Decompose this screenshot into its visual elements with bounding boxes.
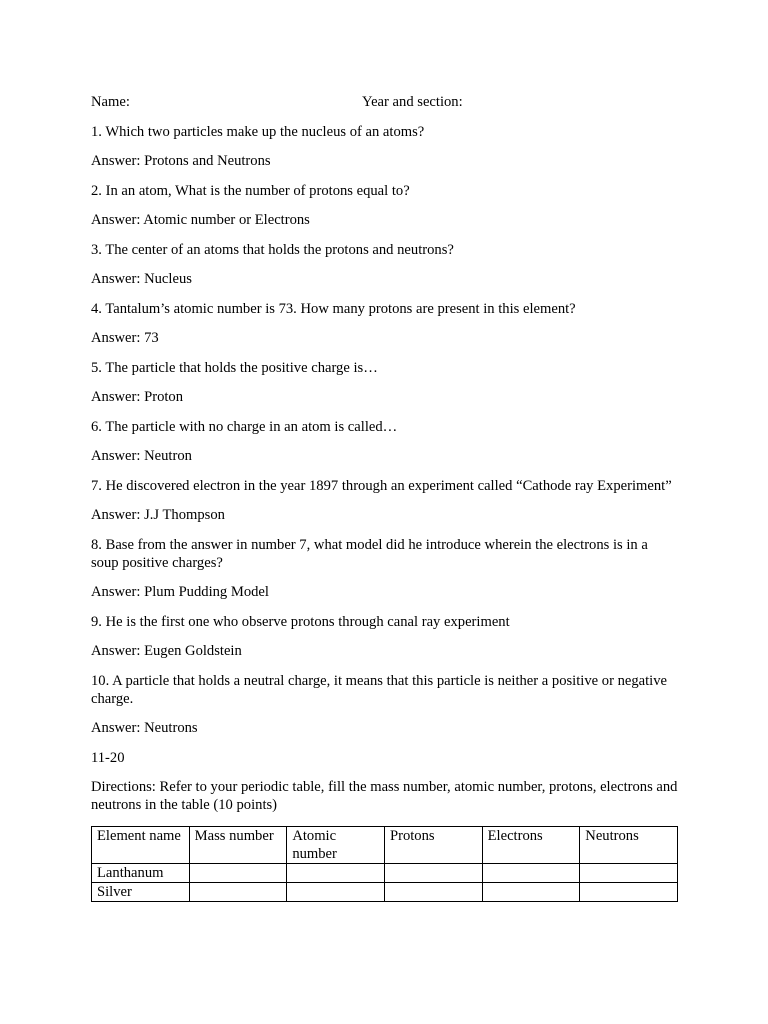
table-cell: [580, 882, 678, 901]
table-cell: Silver: [92, 882, 190, 901]
table-cell: [287, 882, 385, 901]
section-range: 11-20: [91, 749, 125, 766]
table-header-row: [92, 826, 678, 863]
answer-8: Answer: Plum Pudding Model: [91, 584, 269, 600]
question-7: 7. He discovered electron in the year 1897 through an experiment called “Cathode ray Experiment”: [91, 477, 672, 494]
answer-3: Answer: Nucleus: [91, 271, 192, 287]
worksheet-page: [91, 93, 678, 902]
question-9: 9. He is the first one who observe protons through canal ray experiment: [91, 613, 510, 630]
answer-2: Answer: Atomic number or Electrons: [91, 212, 310, 228]
table-cell: [482, 882, 580, 901]
question-1: 1. Which two particles make up the nucleus of an atoms?: [91, 123, 425, 140]
table-header-cell: Atomic number: [287, 826, 385, 863]
table-cell: [189, 882, 287, 901]
question-5: 5. The particle that holds the positive charge is…: [91, 359, 378, 376]
table-row: [92, 882, 678, 901]
table-cell: [482, 863, 580, 882]
question-10: 10. A particle that holds a neutral charge, it means that this particle is neither a positive or negative charge.: [91, 672, 668, 707]
table-cell: [384, 882, 482, 901]
question-2: 2. In an atom, What is the number of protons equal to?: [91, 182, 410, 199]
table-row: [92, 863, 678, 882]
table-header-cell: Element name: [92, 826, 190, 863]
header-row: [91, 93, 678, 111]
section-directions: Directions: Refer to your periodic table, fill the mass number, atomic number, protons, electrons and neutrons in the table (10 points): [91, 779, 678, 813]
table-cell: [580, 863, 678, 882]
name-label: Name:: [91, 94, 130, 110]
answer-9: Answer: Eugen Goldstein: [91, 643, 242, 659]
answer-4: Answer: 73: [91, 330, 159, 346]
table-header-cell: Mass number: [189, 826, 287, 863]
question-6: 6. The particle with no charge in an atom is called…: [91, 418, 398, 435]
question-4: 4. Tantalum’s atomic number is 73. How many protons are present in this element?: [91, 300, 576, 317]
answer-5: Answer: Proton: [91, 389, 184, 405]
answer-6: Answer: Neutron: [91, 448, 192, 464]
table-cell: [189, 863, 287, 882]
answer-7: Answer: J.J Thompson: [91, 507, 225, 523]
table-cell: [384, 863, 482, 882]
element-table: [91, 826, 678, 902]
table-header-cell: Protons: [384, 826, 482, 863]
table-header-cell: Electrons: [482, 826, 580, 863]
table-cell: [287, 863, 385, 882]
question-3: 3. The center of an atoms that holds the protons and neutrons?: [91, 241, 454, 258]
answer-10: Answer: Neutrons: [91, 720, 198, 736]
question-8: 8. Base from the answer in number 7, what model did he introduce wherein the electrons is in a soup positive charges?: [91, 536, 648, 571]
answer-1: Answer: Protons and Neutrons: [91, 153, 271, 169]
year-section-label: Year and section:: [362, 94, 463, 110]
table-cell: Lanthanum: [92, 863, 190, 882]
table-header-cell: Neutrons: [580, 826, 678, 863]
